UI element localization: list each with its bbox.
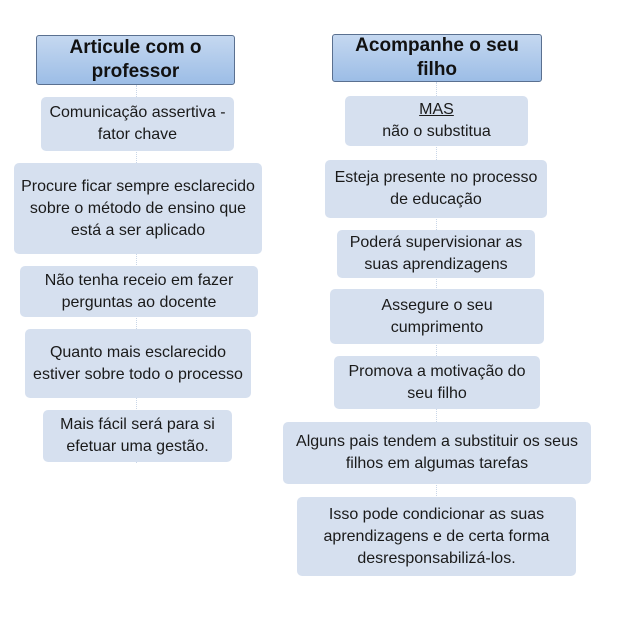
emphasis-word: MAS xyxy=(419,101,454,118)
right-header-text: Acompanhe o seu filho xyxy=(355,35,519,80)
right-header xyxy=(332,34,542,82)
left-item-teaching-method: Procure ficar sempre esclarecido sobre o método de ensino que está a ser aplicado xyxy=(14,163,262,254)
right-item-be-present: Esteja presente no processo de educação xyxy=(325,160,547,218)
right-item-not-replace: MAS não o substitua xyxy=(345,96,528,146)
left-header xyxy=(36,35,235,85)
right-item-ensure: Assegure o seu cumprimento xyxy=(330,289,544,344)
right-item-consequence: Isso pode condicionar as suas aprendizagens e de certa forma desresponsabilizá-los. xyxy=(297,497,576,576)
right-item-supervise: Poderá supervisionar as suas aprendizagens xyxy=(337,230,535,278)
left-item-communication: Comunicação assertiva - fator chave xyxy=(41,97,234,151)
right-item-motivation: Promova a motivação do seu filho xyxy=(334,356,540,409)
left-header-text: Articule com o professor xyxy=(69,37,202,82)
left-item-ask-questions: Não tenha receio em fazer perguntas ao docente xyxy=(20,266,258,317)
left-item-process: Quanto mais esclarecido estiver sobre todo o processo xyxy=(25,329,251,398)
left-item-management: Mais fácil será para si efetuar uma gestão. xyxy=(43,410,232,462)
right-item-replace-children: Alguns pais tendem a substituir os seus filhos em algumas tarefas xyxy=(283,422,591,484)
